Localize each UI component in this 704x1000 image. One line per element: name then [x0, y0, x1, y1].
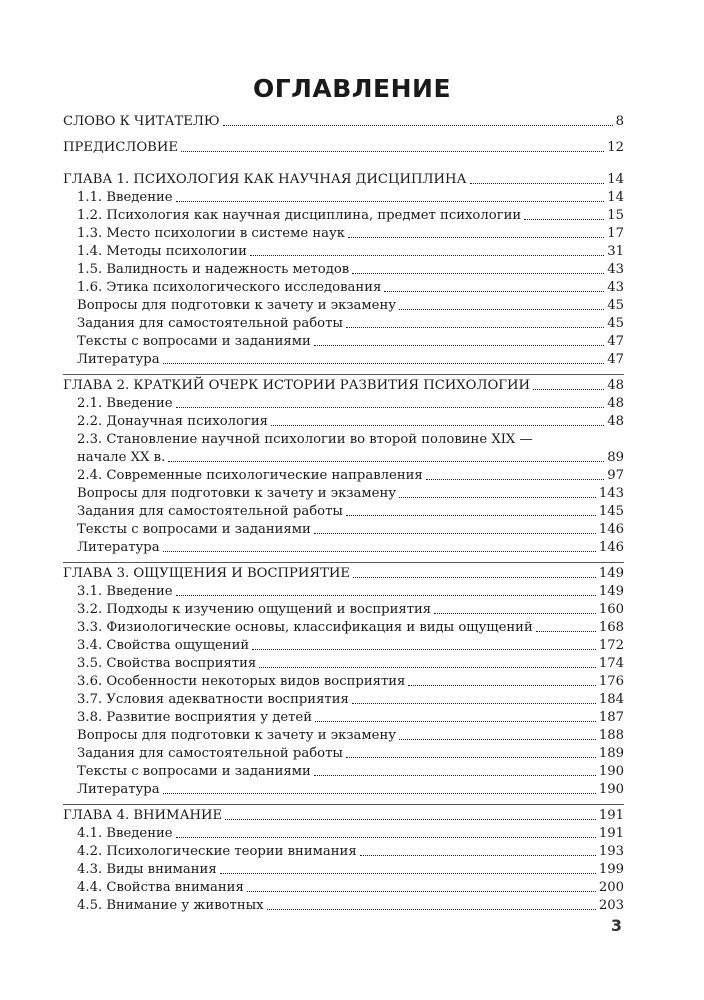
toc-section[interactable] [63, 485, 624, 503]
toc-section[interactable] [63, 861, 624, 879]
dot-leader [176, 837, 596, 838]
dot-leader [176, 595, 596, 596]
dot-leader [352, 703, 596, 704]
toc-section[interactable] [63, 449, 624, 467]
toc-section-page: 168 [598, 620, 624, 635]
toc-section-title: 1.6. Этика психологического исследования [77, 280, 382, 295]
toc-section-page: 89 [607, 450, 624, 465]
dot-leader [223, 125, 613, 126]
dot-leader [353, 577, 596, 578]
dot-leader [533, 389, 604, 390]
toc-entry-title: СЛОВО К ЧИТАТЕЛЮ [63, 114, 220, 129]
toc-section-title-line[interactable]: 2.3. Становление научной психологии во второй половине XIX — [77, 432, 533, 447]
dot-leader [434, 613, 596, 614]
dot-leader [220, 873, 596, 874]
toc-section[interactable] [63, 207, 624, 225]
toc-section-page: 188 [598, 728, 624, 743]
toc-chapter-title: ГЛАВА 3. ОЩУЩЕНИЯ И ВОСПРИЯТИЕ [63, 566, 351, 581]
dot-leader [408, 685, 595, 686]
dot-leader [399, 739, 596, 740]
toc-section-page: 189 [598, 746, 624, 761]
dot-leader [399, 309, 604, 310]
toc-section[interactable] [63, 691, 624, 709]
page-number: 3 [610, 916, 622, 935]
toc-section[interactable] [63, 413, 624, 431]
toc-section[interactable] [63, 467, 624, 485]
toc-section[interactable] [63, 825, 624, 843]
dot-leader [225, 819, 596, 820]
dot-leader [314, 345, 604, 346]
toc-chapter[interactable] [63, 377, 624, 395]
dot-leader [163, 363, 605, 364]
toc-section-title: Задания для самостоятельной работы [77, 316, 343, 331]
toc-chapter-page: 48 [607, 378, 624, 393]
toc-section[interactable] [63, 655, 624, 673]
dot-leader [176, 407, 605, 408]
toc-section-page: 45 [607, 298, 624, 313]
toc-section-title: Литература [77, 352, 160, 367]
toc-section-page: 143 [598, 486, 624, 501]
toc-section-title: 4.4. Свойства внимания [77, 880, 244, 895]
toc-section-title: 4.1. Введение [77, 826, 173, 841]
toc-section-page: 149 [598, 584, 624, 599]
toc-entry-title: ПРЕДИСЛОВИЕ [63, 140, 178, 155]
toc-section[interactable] [63, 709, 624, 727]
toc-section-page: 14 [607, 190, 624, 205]
dot-leader [346, 327, 604, 328]
toc-section-title: Тексты с вопросами и заданиями [77, 522, 311, 537]
dot-leader [384, 291, 604, 292]
toc-section[interactable] [63, 279, 624, 297]
toc-section-page: 145 [598, 504, 624, 519]
toc-chapter[interactable] [63, 807, 624, 825]
toc-section[interactable] [63, 225, 624, 243]
dot-leader [168, 461, 604, 462]
toc-section-page: 203 [598, 898, 624, 913]
page-title: ОГЛАВЛЕНИЕ [252, 74, 452, 103]
toc-section-page: 47 [607, 334, 624, 349]
toc-section[interactable] [63, 843, 624, 861]
toc-section[interactable] [63, 351, 624, 369]
dot-leader [163, 551, 596, 552]
dot-leader [348, 237, 604, 238]
toc-section[interactable] [63, 619, 624, 637]
toc-section-title: 3.6. Особенности некоторых видов восприятия [77, 674, 406, 689]
table-of-contents [63, 113, 624, 915]
toc-section[interactable] [63, 897, 624, 915]
toc-section-page: 15 [607, 208, 624, 223]
toc-section-page: 47 [607, 352, 624, 367]
toc-section-title: Задания для самостоятельной работы [77, 504, 343, 519]
toc-section-title: 1.3. Место психологии в системе наук [77, 226, 345, 241]
dot-leader [315, 721, 596, 722]
toc-section[interactable] [63, 189, 624, 207]
chapter-list [63, 171, 624, 915]
toc-section-title: 1.5. Валидность и надежность методов [77, 262, 350, 277]
chapter-divider [63, 804, 624, 805]
toc-section-title: Тексты с вопросами и заданиями [77, 334, 311, 349]
toc-section-title: 2.1. Введение [77, 396, 173, 411]
toc-section-title: 4.2. Психологические теории внимания [77, 844, 357, 859]
toc-section-title: 1.2. Психология как научная дисциплина, предмет психологии [77, 208, 522, 223]
toc-section-title: 2.4. Современные психологические направления [77, 468, 423, 483]
toc-section[interactable] [63, 879, 624, 897]
toc-chapter-page: 149 [598, 566, 624, 581]
dot-leader [250, 255, 604, 256]
toc-section[interactable] [63, 503, 624, 521]
toc-section[interactable] [63, 315, 624, 333]
toc-entry-page: 8 [615, 114, 624, 129]
toc-section[interactable] [63, 745, 624, 763]
toc-section-page: 174 [598, 656, 624, 671]
toc-section-title: 2.2. Донаучная психология [77, 414, 268, 429]
toc-chapter-page: 191 [598, 808, 624, 823]
toc-section[interactable] [63, 243, 624, 261]
toc-section-page: 172 [598, 638, 624, 653]
toc-section[interactable] [63, 583, 624, 601]
dot-leader [314, 533, 596, 534]
toc-section-page: 31 [607, 244, 624, 259]
toc-section-page: 17 [607, 226, 624, 241]
toc-section-page: 191 [598, 826, 624, 841]
toc-section-title: Вопросы для подготовки к зачету и экзамену [77, 486, 396, 501]
dot-leader [271, 425, 604, 426]
toc-chapter[interactable] [63, 171, 624, 189]
dot-leader [259, 667, 596, 668]
toc-section[interactable] [63, 521, 624, 539]
dot-leader [352, 273, 604, 274]
toc-section-title: Литература [77, 540, 160, 555]
dot-leader [399, 497, 596, 498]
dot-leader [346, 757, 596, 758]
toc-entry-page: 12 [607, 140, 624, 155]
toc-section[interactable] [63, 539, 624, 557]
toc-section-page: 184 [598, 692, 624, 707]
toc-section-page: 176 [598, 674, 624, 689]
dot-leader [252, 649, 596, 650]
toc-section[interactable] [63, 333, 624, 351]
toc-section-title: 4.3. Виды внимания [77, 862, 217, 877]
toc-section-page: 190 [598, 782, 624, 797]
toc-section-title: 3.2. Подходы к изучению ощущений и восприятия [77, 602, 432, 617]
toc-section-page: 193 [598, 844, 624, 859]
toc-section-page: 146 [598, 522, 624, 537]
toc-section-title: 4.5. Внимание у животных [77, 898, 264, 913]
toc-chapter-page: 14 [607, 172, 624, 187]
dot-leader [267, 909, 596, 910]
toc-chapter-title: ГЛАВА 4. ВНИМАНИЕ [63, 808, 223, 823]
toc-section[interactable] [63, 261, 624, 279]
dot-leader [247, 891, 596, 892]
toc-section-title: 1.4. Методы психологии [77, 244, 247, 259]
toc-section-page: 43 [607, 280, 624, 295]
dot-leader [176, 201, 605, 202]
toc-section-title: 3.8. Развитие восприятия у детей [77, 710, 313, 725]
toc-section-title: 3.3. Физиологические основы, классификация и виды ощущений [77, 620, 533, 635]
toc-section-title: Вопросы для подготовки к зачету и экзамену [77, 298, 396, 313]
toc-section-title: 3.7. Условия адекватности восприятия [77, 692, 349, 707]
toc-section-page: 199 [598, 862, 624, 877]
toc-section-title: 3.5. Свойства восприятия [77, 656, 257, 671]
toc-chapter-title: ГЛАВА 1. ПСИХОЛОГИЯ КАК НАУЧНАЯ ДИСЦИПЛИНА [63, 172, 467, 187]
toc-chapter-title: ГЛАВА 2. КРАТКИЙ ОЧЕРК ИСТОРИИ РАЗВИТИЯ ПСИХОЛОГИИ [63, 378, 531, 393]
dot-leader [346, 515, 596, 516]
dot-leader [360, 855, 596, 856]
dot-leader [536, 631, 596, 632]
dot-leader [470, 183, 605, 184]
toc-section-title: начале XX в. [77, 450, 166, 465]
toc-section[interactable] [63, 673, 624, 691]
toc-section-title: Тексты с вопросами и заданиями [77, 764, 311, 779]
toc-chapter[interactable] [63, 565, 624, 583]
dot-leader [524, 219, 604, 220]
toc-section-page: 146 [598, 540, 624, 555]
toc-section-title: 3.4. Свойства ощущений [77, 638, 250, 653]
dot-leader [314, 775, 596, 776]
dot-leader [181, 151, 604, 152]
toc-section[interactable] [63, 601, 624, 619]
toc-section[interactable] [63, 763, 624, 781]
toc-section-page: 43 [607, 262, 624, 277]
toc-section[interactable] [63, 781, 624, 799]
chapter-divider [63, 374, 624, 375]
toc-section-page: 45 [607, 316, 624, 331]
toc-section-page: 97 [607, 468, 624, 483]
toc-section[interactable] [63, 637, 624, 655]
toc-section[interactable] [63, 727, 624, 745]
toc-entry-preface[interactable] [63, 139, 624, 157]
toc-section[interactable] [63, 395, 624, 413]
toc-section-title: Задания для самостоятельной работы [77, 746, 343, 761]
toc-section-title: Вопросы для подготовки к зачету и экзамену [77, 728, 396, 743]
toc-section-title: 1.1. Введение [77, 190, 173, 205]
toc-section-title: Литература [77, 782, 160, 797]
toc-section-title: 3.1. Введение [77, 584, 173, 599]
toc-section-page: 200 [598, 880, 624, 895]
toc-section-page: 187 [598, 710, 624, 725]
chapter-divider [63, 562, 624, 563]
toc-section-page: 48 [607, 396, 624, 411]
toc-section-page: 48 [607, 414, 624, 429]
toc-entry-reader-note[interactable] [63, 113, 624, 131]
dot-leader [426, 479, 604, 480]
toc-section-page: 190 [598, 764, 624, 779]
toc-section[interactable] [63, 297, 624, 315]
dot-leader [163, 793, 596, 794]
toc-section-page: 160 [598, 602, 624, 617]
